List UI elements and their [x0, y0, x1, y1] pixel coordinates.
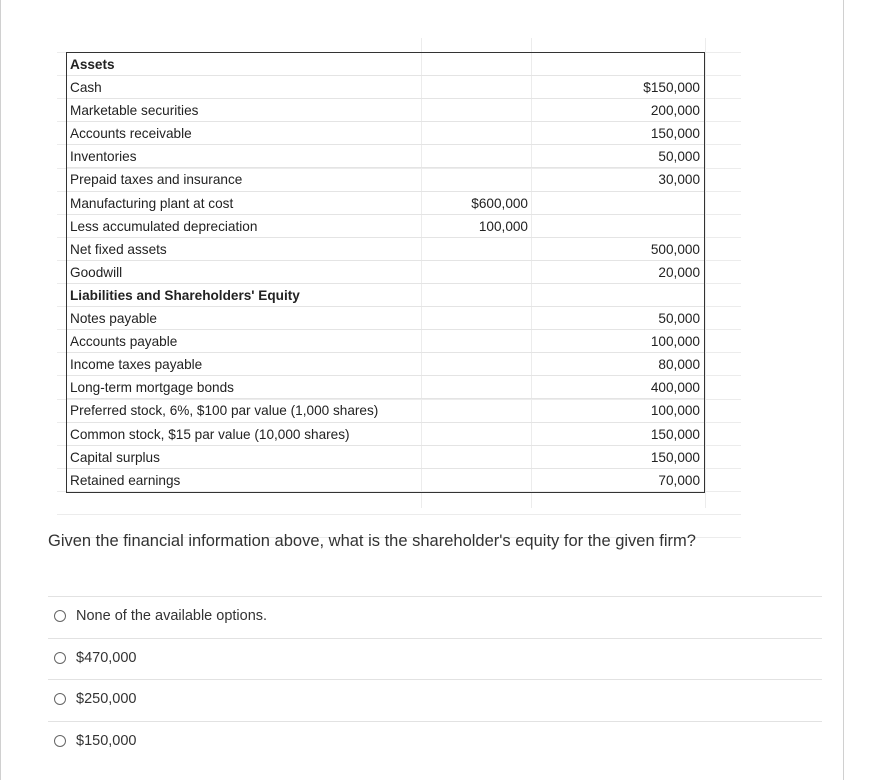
- row-label: Notes payable: [70, 311, 157, 327]
- row-subtotal-value: $600,000: [471, 195, 528, 211]
- table-row: [67, 376, 704, 399]
- section-header: Assets: [70, 57, 115, 72]
- row-value: 200,000: [650, 103, 700, 119]
- row-label: Retained earnings: [70, 472, 181, 488]
- table-row: [67, 284, 704, 307]
- row-value: $150,000: [643, 80, 700, 96]
- table-row: [67, 330, 704, 353]
- radio-button-icon[interactable]: [54, 652, 66, 664]
- radio-button-icon[interactable]: [54, 693, 66, 705]
- table-row: [67, 353, 704, 376]
- answer-option-label[interactable]: None of the available options.: [76, 608, 268, 624]
- row-value: 100,000: [650, 334, 700, 350]
- table-row: [67, 238, 704, 261]
- row-label: Goodwill: [70, 264, 123, 280]
- row-label: Manufacturing plant at cost: [70, 195, 234, 211]
- row-label: Marketable securities: [70, 103, 199, 119]
- row-value: 70,000: [658, 472, 700, 488]
- balance-sheet-table: [66, 52, 705, 493]
- answer-option-label[interactable]: $150,000: [76, 732, 137, 749]
- table-row: [67, 446, 704, 469]
- row-label: Prepaid taxes and insurance: [70, 172, 243, 188]
- row-label: Long-term mortgage bonds: [70, 380, 234, 396]
- row-value: 50,000: [658, 149, 700, 165]
- table-row: [67, 261, 704, 284]
- answer-option-3[interactable]: [48, 679, 822, 721]
- table-row: [67, 168, 704, 191]
- table-row: [67, 399, 704, 422]
- answer-option-4[interactable]: [48, 721, 822, 763]
- answer-option-label[interactable]: $250,000: [76, 691, 137, 707]
- row-subtotal-value: 100,000: [478, 218, 528, 234]
- gridline: [705, 38, 706, 508]
- question-text: Given the financial information above, what is the shareholder's equity for the given firm?: [48, 532, 696, 550]
- table-row: [67, 145, 704, 168]
- answer-options: [48, 596, 822, 762]
- row-label: Accounts payable: [70, 334, 178, 350]
- row-value: 50,000: [658, 311, 700, 327]
- table-row: [67, 53, 704, 76]
- table-row: [67, 122, 704, 145]
- row-value: 150,000: [650, 126, 700, 142]
- table-row: [67, 307, 704, 330]
- row-label: Accounts receivable: [70, 126, 192, 142]
- gridline: [57, 514, 741, 515]
- row-value: 20,000: [658, 264, 700, 280]
- row-label: Cash: [70, 80, 102, 96]
- table-row: [67, 76, 704, 99]
- row-label: Common stock, $15 par value (10,000 shares): [70, 426, 350, 442]
- table-row: [67, 215, 704, 238]
- table-row: [67, 423, 704, 446]
- row-value: 30,000: [658, 172, 700, 188]
- row-value: 80,000: [658, 357, 700, 373]
- row-value: 500,000: [650, 241, 700, 257]
- row-label: Preferred stock, 6%, $100 par value (1,000 shares): [70, 403, 379, 419]
- row-label: Inventories: [70, 149, 137, 165]
- radio-button-icon[interactable]: [54, 735, 66, 747]
- row-value: 400,000: [650, 380, 700, 396]
- row-value: 150,000: [650, 449, 700, 465]
- section-header: Liabilities and Shareholders' Equity: [70, 287, 300, 303]
- table-row: [67, 469, 704, 492]
- table-row: [67, 192, 704, 215]
- row-label: Less accumulated depreciation: [70, 218, 258, 234]
- radio-button-icon[interactable]: [54, 610, 66, 622]
- table-row: [67, 99, 704, 122]
- answer-option-label[interactable]: $470,000: [76, 649, 137, 666]
- answer-option-1[interactable]: [48, 596, 822, 638]
- row-label: Income taxes payable: [70, 357, 203, 373]
- row-value: 100,000: [650, 403, 700, 419]
- row-label: Net fixed assets: [70, 241, 167, 257]
- row-value: 150,000: [650, 426, 700, 442]
- answer-option-2[interactable]: [48, 638, 822, 680]
- row-label: Capital surplus: [70, 449, 160, 465]
